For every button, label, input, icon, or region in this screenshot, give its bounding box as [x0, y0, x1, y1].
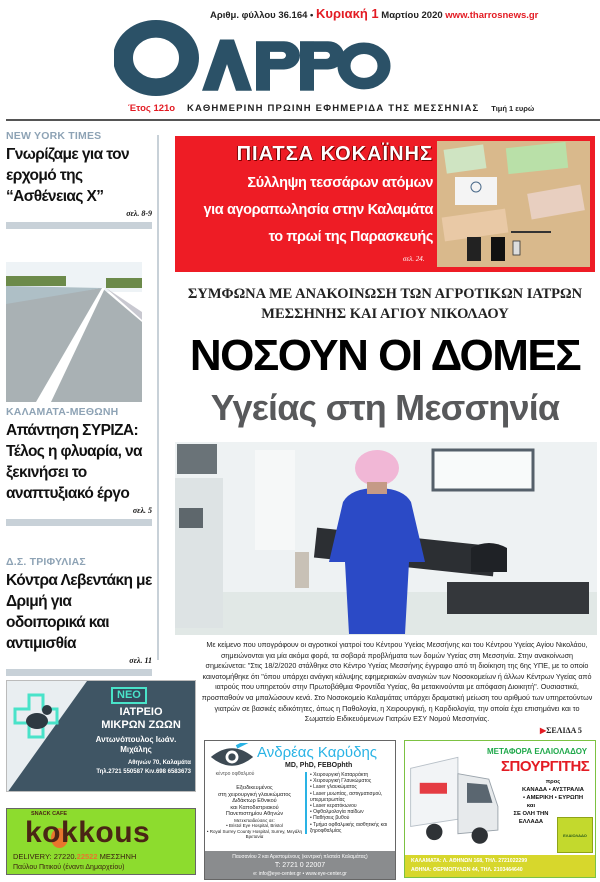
- kokkous-cafe-ad[interactable]: [6, 808, 196, 875]
- eye-phone: Τ: 2721 0 22007: [274, 862, 326, 869]
- see-page-link[interactable]: [540, 726, 582, 735]
- masthead: [0, 0, 600, 122]
- eye-logo-icon: [209, 743, 255, 771]
- publication-year: Έτος 121ο: [128, 103, 176, 114]
- tagline: ΚΑΘΗΜΕΡΙΝΗ ΠΡΩΙΝΗ ΕΦΗΜΕΡΙΔΑ ΤΗΣ ΜΕΣΣΗΝΙΑΣ: [186, 103, 480, 114]
- service-item: • Οφθαλμολογία παίδων: [310, 809, 364, 816]
- sidebar-divider: [157, 135, 159, 660]
- newspaper-logo: [114, 20, 404, 96]
- kokkous-address: Παύλου Πιτικού (έναντι Δημαρχείου): [13, 864, 125, 871]
- story-separator: [6, 519, 152, 526]
- issue-month: Μαρτίου 2020: [381, 10, 443, 21]
- training-line: • Royal Surrey County Hospital, Surrey, Μεγάλη Βρετανία: [206, 828, 303, 840]
- destinations-to: προς: [545, 779, 561, 785]
- lead-deck: [175, 284, 595, 324]
- bio-line: και Καποδιστριακού: [230, 804, 279, 811]
- vet-name: [75, 735, 196, 755]
- story-headline[interactable]: Γνωρίζαμε για τον ερχομό της “Ασθένειας Χ”: [6, 146, 130, 205]
- destination-line: ΚΑΝΑΔΑ • ΑΥΣΤΡΑΛΙΑ: [522, 787, 584, 793]
- eye-center-label: κέντρο οφθαλμού: [215, 771, 255, 777]
- lead-body-text: Με κείμενο που υπογράφουν οι αγροτικοί γιατροί του Κέντρου Υγείας Μεσσήνης και του Κέντρου Υγείας Αγίου Νικολάου, σημειώνονται για μία ακόμα φορά, τα σοβαρά προβλήματα των δομών Υγείας στη Μεσσηνία. Στην ανακοίνωση σημειώνεται: "Στις 18/2/2020 στάλθηκε στο Κέντρο Υγείας Μεσσήνης έγγραφο από τη διοίκηση της 6ης ΥΠΕ, με το οποίο καινοτομήθηκε ότι "όπου υπάρχει ανάγκη κάλυψης εφημεριακών αναγκών των Νοσοκομείων ή άλλων Κέντρων Υγείας από ιατρούς που υπηρετούν στην Πρωτοβάθμια Φροντίδα Υγείας, θα μετακινούνται με απόφαση Διοικητή". Ουσιαστικά, προσπαθούν να μπαλώσουν κενά. Στο Νοσοκομείο Καλαμάτας υπάρχει δραματική μείωση του αριθμού των υπηρετούντων γιατρών σε βασικές ειδικότητες, όπως η Παθολογία, η Χειρουργική, η Καρδιολογία, την οποία έχει επισημάνει και το Σωματείο Ειδικευόμενων Γιατρών ΕΣΥ Νομού Μεσσηνίας.: [201, 640, 593, 724]
- website-link[interactable]: www.tharrosnews.gr: [445, 10, 539, 21]
- lead-headline[interactable]: ΝΟΣΟΥΝ ΟΙ ΔΟΜΕΣ: [189, 331, 581, 380]
- delivery-line: [13, 852, 136, 862]
- olive-address-kalamata: ΚΑΛΑΜΑΤΑ: Λ. ΑΘΗΝΩΝ 168, ΤΗΛ. 2721022299: [411, 858, 528, 864]
- doctor-credentials: MD, PhD, FEBOphth: [285, 762, 353, 769]
- red-box-line-3: το πρωί της Παρασκευής: [268, 229, 433, 245]
- vet-phones: Τηλ.2721 550587 Κιν.698 6583673: [96, 769, 191, 775]
- vet-title-line-2: ΜΙΚΡΩΝ ΖΩΩΝ: [101, 719, 181, 731]
- kokkous-brand: kokkous: [25, 816, 151, 849]
- delivery-label: DELIVERY: 27220.: [13, 852, 77, 861]
- issue-line: [210, 6, 538, 21]
- olive-ad-footer: [405, 855, 595, 878]
- eye-center-ad[interactable]: [204, 740, 396, 880]
- bio-line: Εξειδικευμένος: [236, 785, 273, 791]
- delivery-number: 22522: [76, 852, 98, 861]
- truck-icon: [407, 753, 507, 849]
- vet-name-line-2: Μιχάλης: [120, 745, 152, 754]
- service-item: • Παθήσεις βυθού: [310, 815, 350, 822]
- can-label: ΕΛΑΙΟΛΑΔΟ: [563, 833, 587, 838]
- training-line: • Bristol Eye Hospital, Bristol: [226, 823, 283, 829]
- eye-address: Παυσανίου 2 και Αριστομένους (κεντρική πλατεία Καλαμάτας): [232, 854, 368, 860]
- vet-clinic-ad[interactable]: [6, 680, 196, 792]
- vet-title-line-1: ΙΑΤΡΕΙΟ: [119, 706, 163, 718]
- sidebar-story-nyt[interactable]: [6, 130, 152, 229]
- story-separator: [6, 222, 152, 229]
- cocaine-story-box[interactable]: [175, 136, 595, 272]
- masthead-rule: [6, 119, 600, 121]
- page-reference: σελ. 24.: [403, 255, 425, 263]
- operating-room-photo: [175, 442, 597, 635]
- service-item: • Χειρουργική Καταρράκτη: [310, 772, 369, 778]
- service-item: • Laser γλαυκώματος: [310, 784, 357, 791]
- sidebar-story-kalamata[interactable]: [6, 406, 152, 526]
- red-box-line-2: για αγοραπωλησία στην Καλαμάτα: [203, 202, 433, 218]
- service-item: • Laser μυωπίας, αστιγματισμού, υπερμετρωπίας: [310, 790, 383, 803]
- story-separator: [6, 669, 152, 676]
- deck-line-1: ΣΥΜΦΩΝΑ ΜΕ ΑΝΑΚΟΙΝΩΣΗ ΤΩΝ ΑΓΡΟΤΙΚΩΝ ΙΑΤΡΩΝ: [187, 286, 583, 302]
- doctor-name: Ανδρέας Καρύδης: [257, 744, 378, 761]
- tagline-row: [128, 103, 534, 114]
- issue-date: Κυριακή 1: [316, 6, 379, 21]
- red-box-title: ΠΙΑΤΣΑ ΚΟΚΑΪΝΗΣ: [236, 143, 433, 165]
- highway-photo: [6, 262, 142, 402]
- page-reference: σελ. 11: [129, 656, 152, 665]
- eye-center-footer: [205, 851, 395, 880]
- bio-line: στη χειρουργική γλαυκώματος: [217, 791, 292, 798]
- service-item: • Τμήμα οφθαλμικής αισθητικής και ξηροφθαλμίας: [310, 821, 388, 834]
- vet-address: Αθηνών 70, Καλαμάτα: [127, 760, 191, 766]
- training-line: Μετεκπαιδεύσεις σε:: [234, 817, 275, 823]
- story-kicker: ΚΑΛΑΜΑΤΑ-ΜΕΘΩΝΗ: [6, 406, 119, 418]
- seized-items-photo: [437, 141, 590, 267]
- service-item: • Χειρουργική Γλαυκώματος: [310, 778, 372, 785]
- destinations-and: και: [526, 803, 536, 809]
- snack-cafe-tag: SNACK CAFE: [31, 811, 68, 817]
- destination-line: ΣΕ ΟΛΗ ΤΗΝ ΕΛΛΑΔΑ: [513, 811, 549, 825]
- eye-web[interactable]: e: info@eye-center.gr • www.eye-center.gr: [253, 871, 347, 877]
- bio-line: Πανεπιστημίου Αθηνών: [225, 811, 284, 818]
- new-badge: ΝΕΟ: [111, 687, 147, 704]
- story-kicker: Δ.Σ. ΤΡΙΦΥΛΙΑΣ: [6, 556, 86, 568]
- olive-ad-brand: ΣΠΟΥΡΓΙΤΗΣ: [501, 758, 590, 775]
- olive-oil-can-icon: [557, 817, 593, 853]
- services-list: [305, 772, 396, 834]
- see-page-label: ΣΕΛΙΔΑ 5: [546, 726, 582, 735]
- service-item: • Laser κερατόκωνου: [310, 803, 357, 810]
- sidebar-story-trifylia[interactable]: [6, 556, 152, 676]
- red-box-line-1: Σύλληψη τεσσάρων ατόμων: [247, 175, 433, 191]
- story-headline[interactable]: Απάντηση ΣΥΡΙΖΑ: Τέλος η φλυαρία, να ξεκινήσει το αναπτυξιακό έργο: [6, 422, 142, 502]
- vet-name-line-1: Αντωνόπουλος Ιωάν.: [95, 735, 177, 744]
- lead-subheadline: Υγείας στη Μεσσηνία: [210, 387, 560, 428]
- deck-line-2: ΜΕΣΣΗΝΗΣ ΚΑΙ ΑΓΙΟΥ ΝΙΚΟΛΑΟΥ: [261, 306, 509, 322]
- vet-contact: [7, 759, 195, 777]
- delivery-town: ΜΕΣΣΗΝΗ: [99, 852, 137, 861]
- destination-line: • ΑΜΕΡΙΚΗ • ΕΥΡΩΠΗ: [522, 795, 584, 801]
- olive-oil-transport-ad[interactable]: [404, 740, 596, 878]
- story-kicker: NEW YORK TIMES: [6, 130, 102, 142]
- doctor-bio: [206, 785, 303, 840]
- story-headline[interactable]: Κόντρα Λεβεντάκη με Δριμή για οδοιπορικά και αντιμισθία: [6, 572, 152, 652]
- issue-number: Αριθμ. φύλλου 36.164 •: [210, 10, 314, 21]
- page-reference: σελ. 8-9: [126, 209, 152, 218]
- olive-address-athens: ΑΘΗΝΑ: ΘΕΡΜΟΠΥΛΩΝ 44, ΤΗΛ. 2103464640: [411, 867, 523, 873]
- price: Τιμή 1 ευρώ: [491, 104, 535, 113]
- bio-line: Διδάκτωρ Εθνικού: [232, 798, 277, 805]
- page-reference: σελ. 5: [132, 506, 152, 515]
- olive-ad-title: ΜΕΤΑΦΟΡΑ ΕΛΑΙΟΛΑΔΟΥ: [487, 747, 588, 756]
- vet-title: [91, 706, 191, 732]
- arrow-right-icon: ▶: [540, 726, 547, 735]
